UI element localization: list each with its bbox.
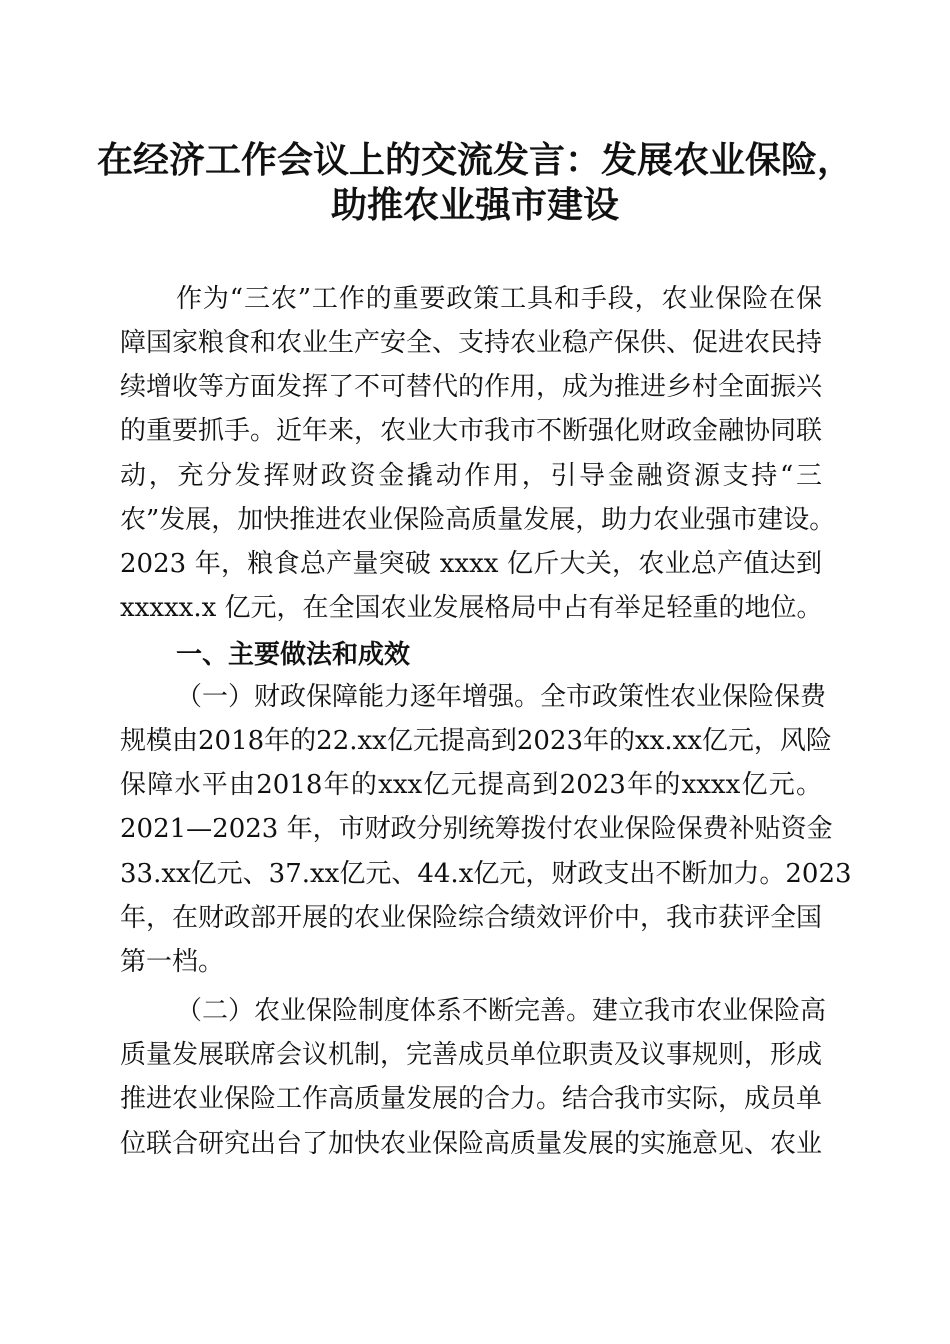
title-line: 助推农业强市建设 xyxy=(330,184,619,226)
text-line: 质量发展联席会议机制，完善成员单位职责及议事规则，形成 xyxy=(120,1040,823,1070)
text-line: 位联合研究出台了加快农业保险高质量发展的实施意见、农业 xyxy=(120,1129,823,1159)
text-line: 障国家粮食和农业生产安全、支持农业稳产保供、促进农民持 xyxy=(120,328,823,358)
text-line: 年，在财政部开展的农业保险综合绩效评价中，我市获评全国 xyxy=(120,903,823,933)
text-line: 作为“三农”工作的重要政策工具和手段，农业保险在保 xyxy=(176,284,822,314)
text-line: 动，充分发挥财政资金撬动作用，引导金融资源支持“三 xyxy=(120,461,822,491)
text-line: （一）财政保障能力逐年增强。全市政策性农业保险保费 xyxy=(176,682,827,712)
text-line: 规模由2018年的22.xx亿元提高到2023年的xx.xx亿元，风险 xyxy=(120,726,832,756)
text-line: xxxxx.x 亿元，在全国农业发展格局中占有举足轻重的地位。 xyxy=(120,593,823,623)
section-heading: 一、主要做法和成效 xyxy=(176,640,411,670)
text-line: 保障水平由2018年的xxx亿元提高到2023年的xxxx亿元。 xyxy=(120,770,822,800)
text-line: （二）农业保险制度体系不断完善。建立我市农业保险高 xyxy=(176,996,827,1026)
text-line: 2021—2023 年，市财政分别统筹拨付农业保险保费补贴资金 xyxy=(120,814,833,844)
text-line: 农”发展，加快推进农业保险高质量发展，助力农业强市建设。 xyxy=(120,505,836,535)
text-line: 33.xx亿元、37.xx亿元、44.x亿元，财政支出不断加力。2023 xyxy=(120,859,852,889)
text-line: 推进农业保险工作高质量发展的合力。结合我市实际，成员单 xyxy=(120,1084,823,1114)
text-line: 第一档。 xyxy=(120,947,225,977)
text-line: 续增收等方面发挥了不可替代的作用，成为推进乡村全面振兴 xyxy=(120,372,823,402)
text-line: 的重要抓手。近年来，农业大市我市不断强化财政金融协同联 xyxy=(120,416,823,446)
title-line: 在经济工作会议上的交流发言：发展农业保险， xyxy=(96,139,853,181)
text-line: 2023 年，粮食总产量突破 xxxx 亿斤大关，农业总产值达到 xyxy=(120,549,822,579)
